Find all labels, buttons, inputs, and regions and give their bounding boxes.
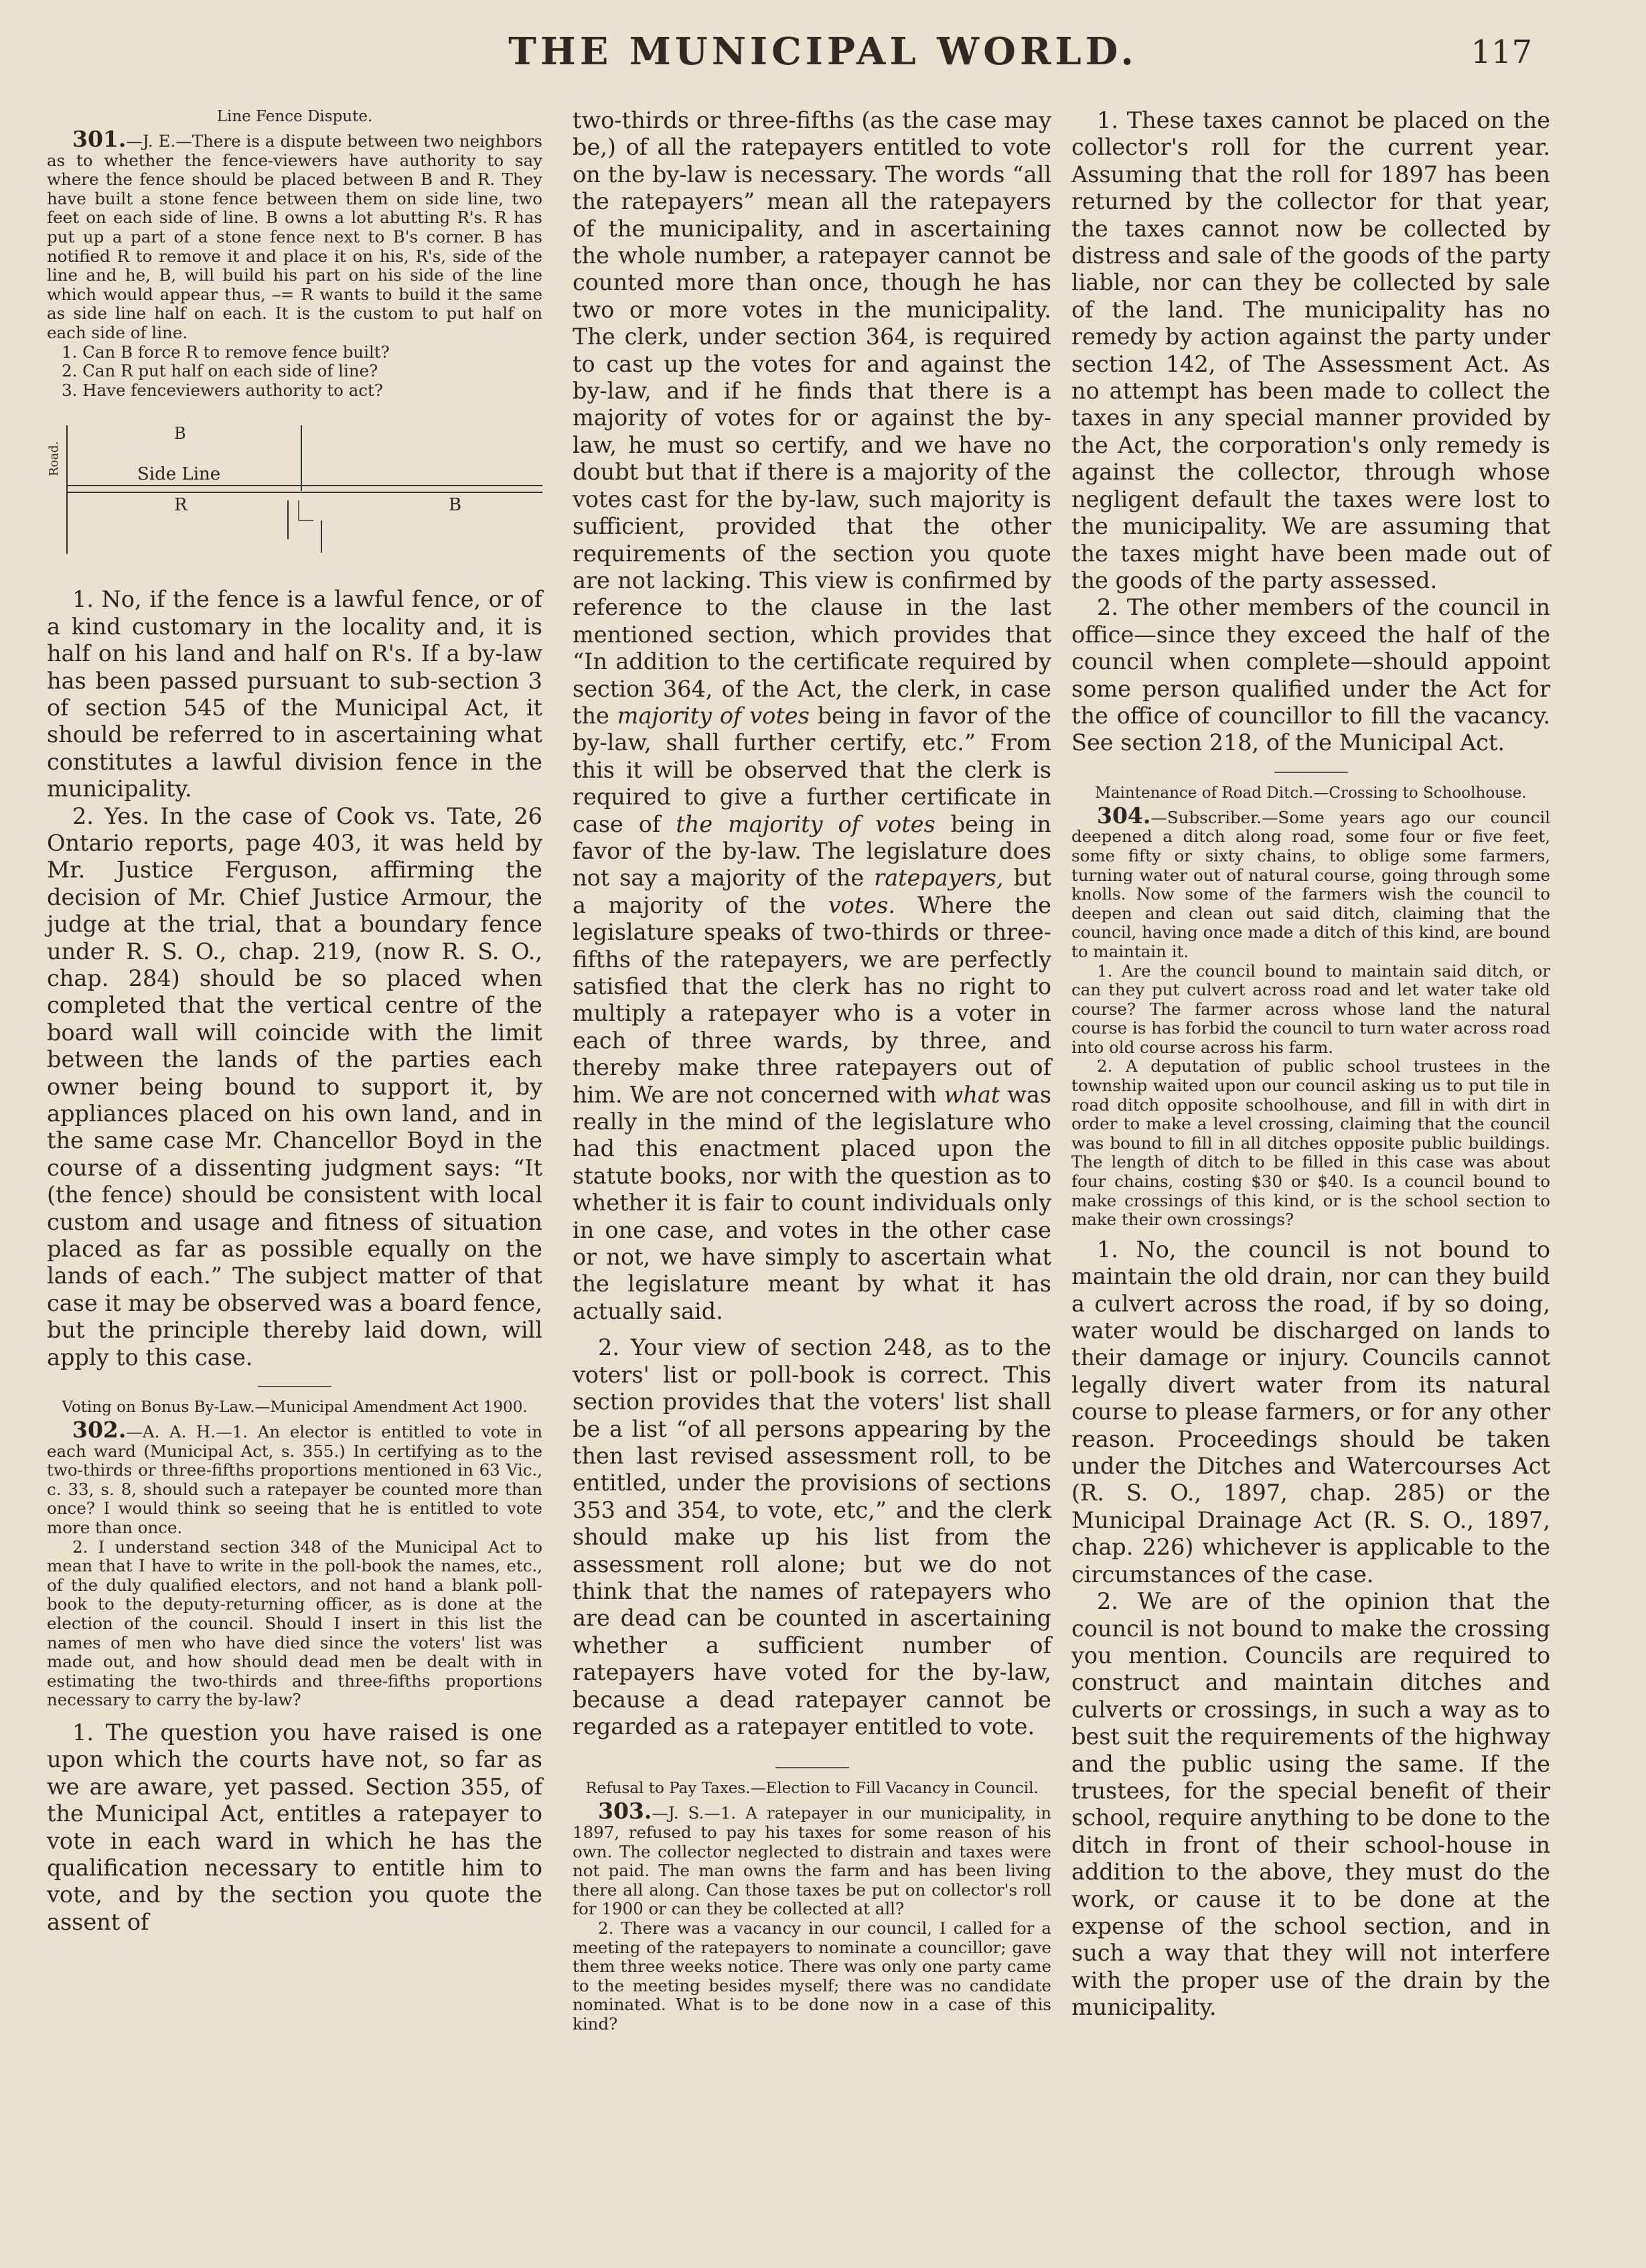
fence-diagram <box>47 420 542 567</box>
diagram-label-side-line: Side Line <box>137 464 221 485</box>
q302-heading: Voting on Bonus By-Law.—Municipal Amendment Act 1900. <box>62 1399 528 1417</box>
diagram-label-r: R <box>174 495 188 516</box>
answer-text: being in favor of the by-law. The legislature does not say a majority of the <box>573 810 1051 892</box>
answer-text: Where the legislature speaks of two-thirds or three-fifths of the ratepayers, we are perfectly satisfied that the clerk has no right to multiply a ratepayer who is a voter in each of three wards, by three, and thereby make three ratepayers out of him. We are not concerned with <box>573 892 1051 1108</box>
q301-heading: Line Fence Dispute. <box>216 108 373 125</box>
q303-heading: Refusal to Pay Taxes.—Election to Fill Vacancy in Council. <box>585 1780 1039 1798</box>
q301-question <box>47 126 542 343</box>
diagram-label-b-top: B <box>174 424 186 443</box>
section-divider <box>258 1386 331 1387</box>
section-divider <box>1274 772 1348 773</box>
q302-question-text: —A. A. H.—1. An elector is entitled to vote in each ward (Municipal Act, s. 355.) In certifying as to the two-thirds or three-fifths proportions mentioned in 63 Vic., c. 33, s. 8, should such a ratepayer be counted more than once? I would think so seeing that he is entitled to vote more than once. <box>47 1422 542 1538</box>
page-number: 117 <box>1471 33 1532 71</box>
q301-answer-2: 2. Yes. In the case of Cook vs. Tate, 26 Ontario reports, page 403, it was held by Mr. Justice Ferguson, affirming the decision of Mr. Chief Justice Armour, the judge at the trial, that a boundary fence under R. S. O., chap. 219, (now R. S. O., chap. 284) should be so placed when completed that the vertical centre of the board wall will coincide with the limit between the lands of the parties each owner being bound to support it, by appliances placed on his own land, and in the same case Mr. Chancellor Boyd in the course of a dissenting judgment says: “It (the fence) should be consistent with local custom and usage and fitness of situation placed as far as possible equally on the lands of each.” The subject matter of that case it may be observed was a board fence, but the principle thereby laid down, will apply to this case. <box>47 802 542 1370</box>
section-divider <box>775 1767 849 1768</box>
q302-answer-2: 2. Your view of section 248, as to the voters' list or poll-book is correct. This section provides that the voters' list shall be a list “of all persons appearing by the then last revised assessment roll, to be entitled, under the provisions of sections 353 and 354, to vote, etc,” and the clerk should make up his list from the assessment roll alone; but we do not think that the names of ratepayers who are dead can be counted in ascertaining whether a sufficient number of ratepayers have voted for the by-law, because a dead ratepayer cannot be regarded as a ratepayer entitled to vote. <box>573 1334 1051 1740</box>
q302-question-2: 2. I understand section 348 of the Municipal Act to mean that I have to write in the poll-book the names, etc., of the duly qualified electors, and not hand a blank poll-book to the deputy-returning officer, as is done at the election of the council. Should I insert in this list the names of men who have died since the voters' list was made out, and how should dead men be dealt with in estimating the two-thirds and three-fifths proportions necessary to carry the by-law? <box>47 1537 542 1710</box>
page-header-title: THE MUNICIPAL WORLD. <box>508 29 1138 74</box>
q302-number: 302. <box>72 1417 127 1443</box>
answer-text: but a majority of the <box>573 865 1051 918</box>
q302-answer-1-continued <box>573 107 1051 1325</box>
q303-answer-1: 1. These taxes cannot be placed on the collector's roll for the current year. Assuming that the roll for 1897 has been returned by the collector for that year, the taxes cannot now be collected by distress and sale of the goods of the party liable, nor can they be collected by sale of the land. The municipality has no remedy by action against the party under section 142, of The Assessment Act. As no attempt has been made to collect the taxes in any special manner provided by the Act, the corporation's only remedy is against the collector, through whose negligent default the taxes were lost to the municipality. We are assuming that the taxes might have been made out of the goods of the party assessed. <box>1071 107 1550 593</box>
q303-question <box>573 1798 1051 1919</box>
q304-question <box>1071 802 1550 962</box>
q304-question-item-1: 1. Are the council bound to maintain said ditch, or can they put culvert across road and let water take old course? The farmer across whose land the natural course is has forbid the council to turn water across road into old course across his farm. <box>1071 961 1550 1057</box>
q301-question-text: —J. E.—There is a dispute between two neighbors as to whether the fence-viewers have authority to say where the fence should be placed between B and R. They have built a stone fence between them on side line, two feet on each side of line. B owns a lot abutting R's. R has put up a part of a stone fence next to B's corner. B has notified R to remove it and place it on his, R's, side of the line and he, B, will build his part on his side of the line which would appear thus, ⎯= R wants to build it the same as side line half on each. It is the custom to put half on each side of line. <box>47 131 542 342</box>
q303-answer-2: 2. The other members of the council in office—since they exceed the half of the council when complete—should appoint some person qualified under the Act for the office of councillor to fill the vacancy. See section 218, of the Municipal Act. <box>1071 594 1550 756</box>
q301-item-1: 1. Can B force R to remove fence built? <box>62 342 390 362</box>
q302-answer-1-start: 1. The question you have raised is one upon which the courts have not, so far as we are aware, yet passed. Section 355, of the Municipal Act, entitles a ratepayer to vote in each ward in which he has the qualification necessary to entitle him to vote, and by the section you quote the assent of <box>47 1719 542 1935</box>
diagram-label-b-right: B <box>449 495 462 516</box>
emphasis-text: votes. <box>828 892 895 918</box>
diagram-label-road: Road. <box>47 441 61 477</box>
q301-number: 301. <box>72 126 127 152</box>
q302-question <box>47 1417 542 1538</box>
fence-diagram-drawing <box>47 420 542 567</box>
column-2 <box>573 107 1051 2034</box>
q304-question-item-2: 2. A deputation of public school trustees in the township waited upon our council asking us to put tile in road ditch opposite schoolhouse, and fill in with dirt in order to make a level crossing, claiming that the council was bound to fill in all ditches opposite public buildings. The length of ditch to be filled in this case was about four chains, costing $30 or $40. Is a council bound to make crossings of this kind, or is the school section to make their own crossings? <box>1071 1056 1550 1230</box>
q304-answer-2: 2. We are of the opinion that the council is not bound to make the crossing you mention. Councils are required to construct and maintain ditches and culverts or crossings, in such a way as to best suit the requirements of the highway and the public using the same. If the trustees, for the special benefit of their school, require anything to be done to the ditch in front of their school-house in addition to the above, they must do the work, or cause it to be done at the expense of the school section, and in such a way that they will not interfere with the proper use of the drain by the municipality. <box>1071 1588 1550 2021</box>
q304-answer-1: 1. No, the council is not bound to maintain the old drain, nor can they build a culvert across the road, if by so doing, water would be discharged on lands to their damage or injury. Councils cannot legally divert water from its natural course to please farmers, or for any other reason. Proceedings should be taken under the Ditches and Watercourses Act (R. S. O., 1897, chap. 285) or the Municipal Drainage Act (R. S. O., 1897, chap. 226) whichever is applicable to the circumstances of the case. <box>1071 1236 1550 1587</box>
q301-item-2: 2. Can R put half on each side of line? <box>62 361 378 381</box>
column-3 <box>1071 107 1550 2022</box>
answer-text: two-thirds or three-fifths (as the case may be,) of all the ratepayers entitled to vote on the by-law is necessary. The words “all the ratepayers” mean all the ratepayers of the municipality, and in ascertaining the whole number, a ratepayer cannot be counted more than once, though he has two or more votes in the municipality. The clerk, under section 364, is required to cast up the votes for and against the by-law, and if he finds that there is a majority of votes for or against the by-law, he must so certify, and we have no doubt but that if there is a majority of the votes cast for the by-law, such majority is sufficient, provided that the other requirements of the section you quote are not lacking. This view is confirmed by reference to the clause in the last mentioned section, which provides that “In addition to the certificate required by section 364, of the Act, the clerk, in case the <box>573 107 1051 729</box>
q304-heading: Maintenance of Road Ditch.—Crossing to Schoolhouse. <box>1095 784 1527 802</box>
q304-question-text: —Subscriber.—Some years ago our council deepened a ditch along road, some four or five feet, some fifty or sixty chains, to oblige some farmers, turning water out of natural course, going through some knolls. Now some of the farmers wish the council to deepen and clean out said ditch, claiming that the council, having once made a ditch of this kind, are bound to maintain it. <box>1071 807 1550 961</box>
q301-answer-1: 1. No, if the fence is a lawful fence, or of a kind customary in the locality and, it is half on his land and half on R's. If a by-law has been passed pursuant to sub-section 3 of section 545 of the Municipal Act, it should be referred to in ascertaining what constitutes a lawful division fence in the municipality. <box>47 586 542 802</box>
q304-number: 304. <box>1097 802 1151 829</box>
q303-question-text: —J. S.—1. A ratepayer in our municipality, in 1897, refused to pay his taxes for some reason of his own. The collector neglected to distrain and taxes were not paid. The man owns the farm and has been living there all along. Can those taxes be put on collector's roll for 1900 or can they be collected at all? <box>573 1803 1051 1919</box>
q301-item-3: 3. Have fenceviewers authority to act? <box>62 380 384 400</box>
answer-text: being in favor of the by-law, shall further certify, etc.” From this it will be observed that the clerk is required to give a further certificate in case of <box>573 702 1051 837</box>
q303-number: 303. <box>598 1798 652 1825</box>
emphasis-text: majority of votes <box>617 702 810 729</box>
answer-text: was really in the mind of the legislature who had this enactment placed upon the statute books, nor with the question as to whether it is fair to count individuals only in one case, and votes in the other case or not, we have simply to ascertain what the legislature meant by what it has actually said. <box>573 1081 1052 1324</box>
emphasis-text: the majority of votes <box>676 810 936 837</box>
column-1 <box>47 107 542 1936</box>
emphasis-text: what <box>944 1081 1000 1108</box>
q303-question-2: 2. There was a vacancy in our council, I called for a meeting of the ratepayers to nominate a councillor; gave them three weeks notice. There was only one party came to the meeting besides myself; there was no candidate nominated. What is to be done now in a case of this kind? <box>573 1918 1051 2034</box>
emphasis-text: ratepayers, <box>874 865 1004 892</box>
